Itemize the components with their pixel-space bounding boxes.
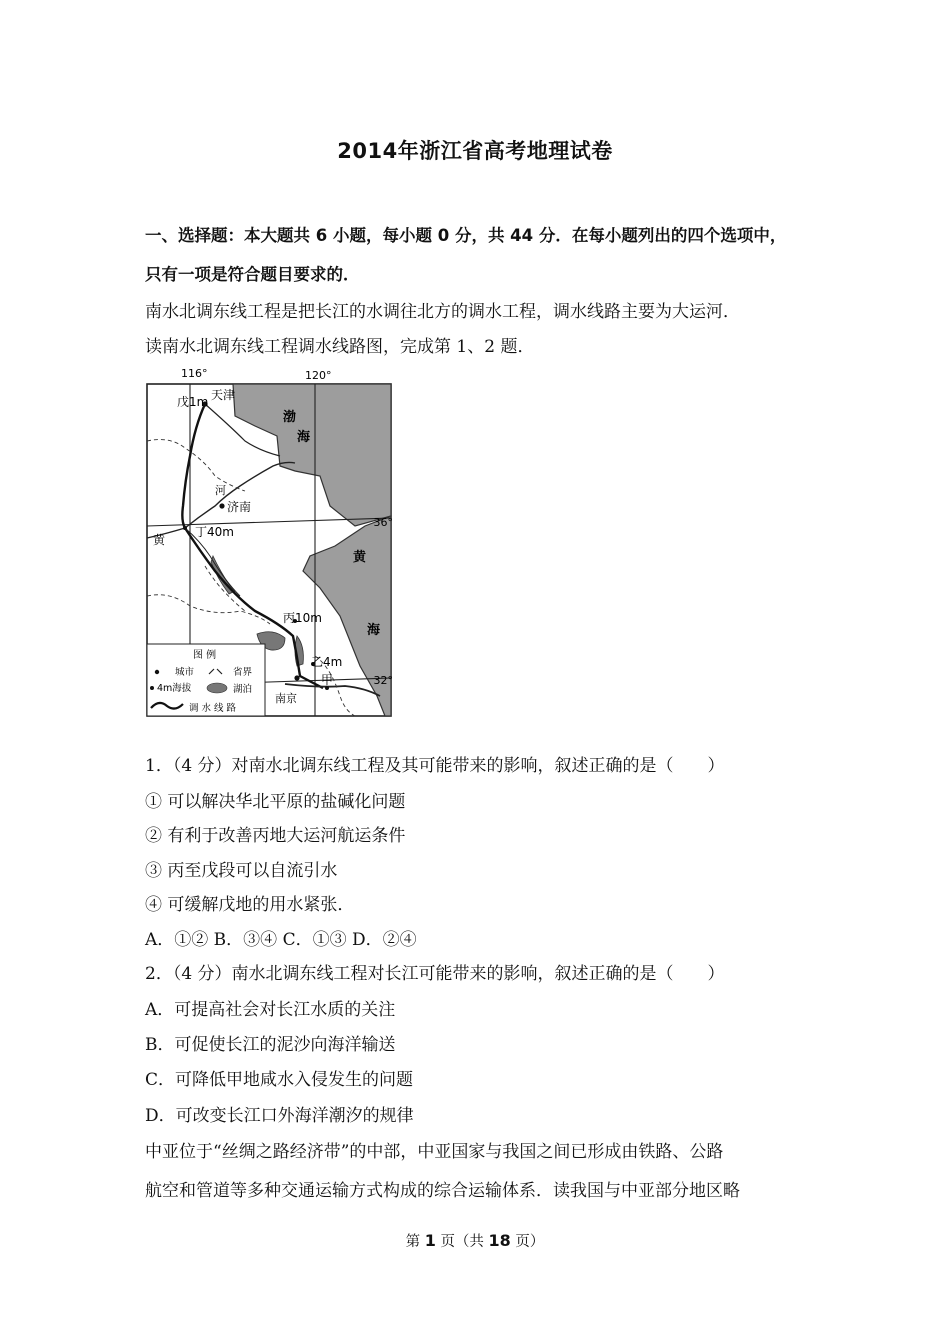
legend-city-symbol (155, 670, 159, 674)
legend-title: 图 例 (193, 650, 217, 661)
footer-total-pages: 18 (488, 1231, 511, 1250)
river-he-label: 河 (215, 484, 226, 497)
question-1-option-4: ④ 可缓解戊地的用水紧张． (145, 895, 355, 915)
legend-elev-symbol (150, 686, 154, 690)
lon-116-label: 116° (181, 367, 208, 380)
section-heading-line-2: 只有一项是符合题目要求的． (145, 265, 360, 284)
city-dot-jinan (219, 503, 224, 508)
question-2-stem: 2．（4 分）南水北调东线工程对长江可能带来的影响，叙述正确的是（ ） (145, 964, 725, 984)
lat-36-label: 36° (373, 516, 393, 529)
question-2-option-c: C．可降低甲地咸水入侵发生的问题 (145, 1070, 414, 1090)
footer-page-number: 1 (424, 1231, 436, 1250)
legend-elev: 4m海拔 (157, 683, 192, 694)
question-2-option-b: B．可促使长江的泥沙向海洋输送 (145, 1035, 396, 1055)
legend-border: 省界 (233, 667, 253, 678)
intro-line-2: 读南水北调东线工程调水线路图，完成第 1、2 题． (145, 337, 535, 357)
page-footer: 第 1 页（共 18 页） (405, 1231, 545, 1250)
page-title: 2014年浙江省高考地理试卷 (337, 139, 613, 163)
jia-label: 甲 (321, 673, 334, 687)
legend-city: 城市 (175, 667, 195, 678)
next-intro-line-1: 中亚位于“丝绸之路经济带”的中部，中亚国家与我国之间已形成由铁路、公路 (145, 1142, 724, 1162)
section-heading-line-1: 一、选择题：本大题共 6 小题，每小题 0 分，共 44 分．在每小题列出的四个选项中， (145, 226, 787, 245)
question-2-option-d: D．可改变长江口外海洋潮汐的规律 (145, 1106, 414, 1126)
question-1-option-3: ③ 丙至戊段可以自流引水 (145, 861, 338, 881)
question-1-option-1: ① 可以解决华北平原的盐碱化问题 (145, 792, 406, 812)
lon-120-label: 120° (305, 369, 332, 382)
bohai-label-2: 海 (297, 430, 311, 445)
bing-label: 丙10m (283, 611, 322, 625)
huang-river-label: 黄 (153, 533, 166, 547)
map-legend (147, 644, 265, 716)
yellow-sea-label-2: 海 (367, 623, 381, 638)
question-1-option-2: ② 有利于改善丙地大运河航运条件 (145, 826, 406, 846)
city-dot-nanjing (294, 675, 299, 680)
legend-lake: 湖泊 (233, 684, 253, 695)
lat-32-label: 32° (373, 674, 393, 687)
next-intro-line-2: 航空和管道等多种交通运输方式构成的综合运输体系．读我国与中亚部分地区略 (145, 1181, 740, 1201)
question-1-stem: 1．（4 分）对南水北调东线工程及其可能带来的影响，叙述正确的是（ ） (145, 756, 725, 776)
question-1-choices: A．①② B．③④ C．①③ D．②④ (145, 930, 417, 950)
jinan-label: 济南 (227, 500, 252, 514)
legend-route: 调 水 线 路 (189, 703, 237, 714)
ding-label: 丁40m (195, 525, 234, 539)
yellow-sea-label-1: 黄 (353, 550, 367, 565)
yi-label: 乙4m (311, 655, 343, 669)
legend-lake-symbol (207, 683, 227, 693)
question-2-option-a: A．可提高社会对长江水质的关注 (145, 1000, 396, 1020)
nanjing-label: 南京 (275, 692, 297, 705)
bohai-label-1: 渤 (283, 410, 297, 425)
wu-label: 戊1m (177, 395, 209, 409)
intro-line-1: 南水北调东线工程是把长江的水调往北方的调水工程，调水线路主要为大运河． (145, 302, 740, 322)
tianjin-label: 天津 (211, 388, 236, 402)
south-north-water-map (145, 366, 395, 718)
